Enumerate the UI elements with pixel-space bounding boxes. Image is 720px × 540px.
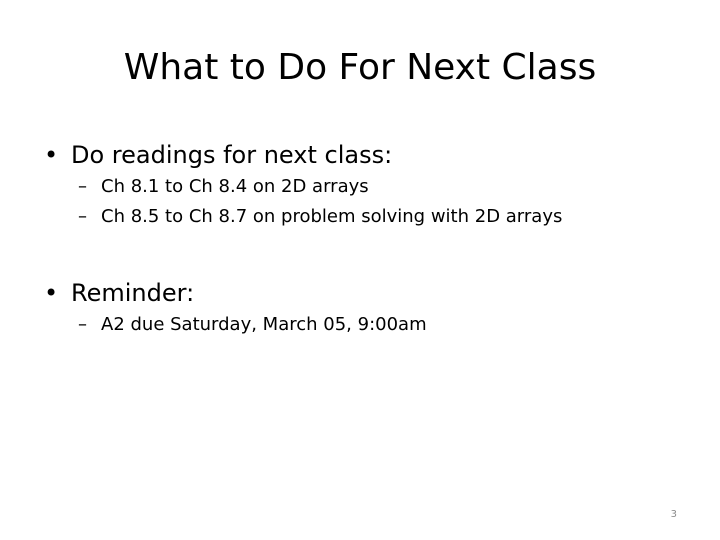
bullet-marker: • — [44, 279, 59, 307]
bullet-item — [44, 276, 704, 310]
sub-bullet-item — [44, 202, 704, 232]
section-heading: Reminder: — [71, 279, 195, 307]
sub-bullet-text: Ch 8.1 to Ch 8.4 on 2D arrays — [101, 176, 369, 197]
sub-bullet-item — [44, 172, 704, 202]
dash-marker: – — [78, 206, 87, 227]
bullet-marker: • — [44, 141, 59, 169]
slide-title: What to Do For Next Class — [123, 47, 597, 88]
section-heading: Do readings for next class: — [71, 141, 393, 169]
slide-body — [44, 138, 704, 384]
sub-bullet-text: Ch 8.5 to Ch 8.7 on problem solving with 2D arrays — [101, 206, 563, 227]
sub-bullet-text: A2 due Saturday, March 05, 9:00am — [101, 314, 427, 335]
section-reminder — [44, 276, 704, 340]
dash-marker: – — [78, 176, 87, 197]
bullet-item — [44, 138, 704, 172]
page-number: 3 — [670, 509, 677, 520]
dash-marker: – — [78, 314, 87, 335]
section-readings — [44, 138, 704, 232]
sub-bullet-item — [44, 310, 704, 340]
